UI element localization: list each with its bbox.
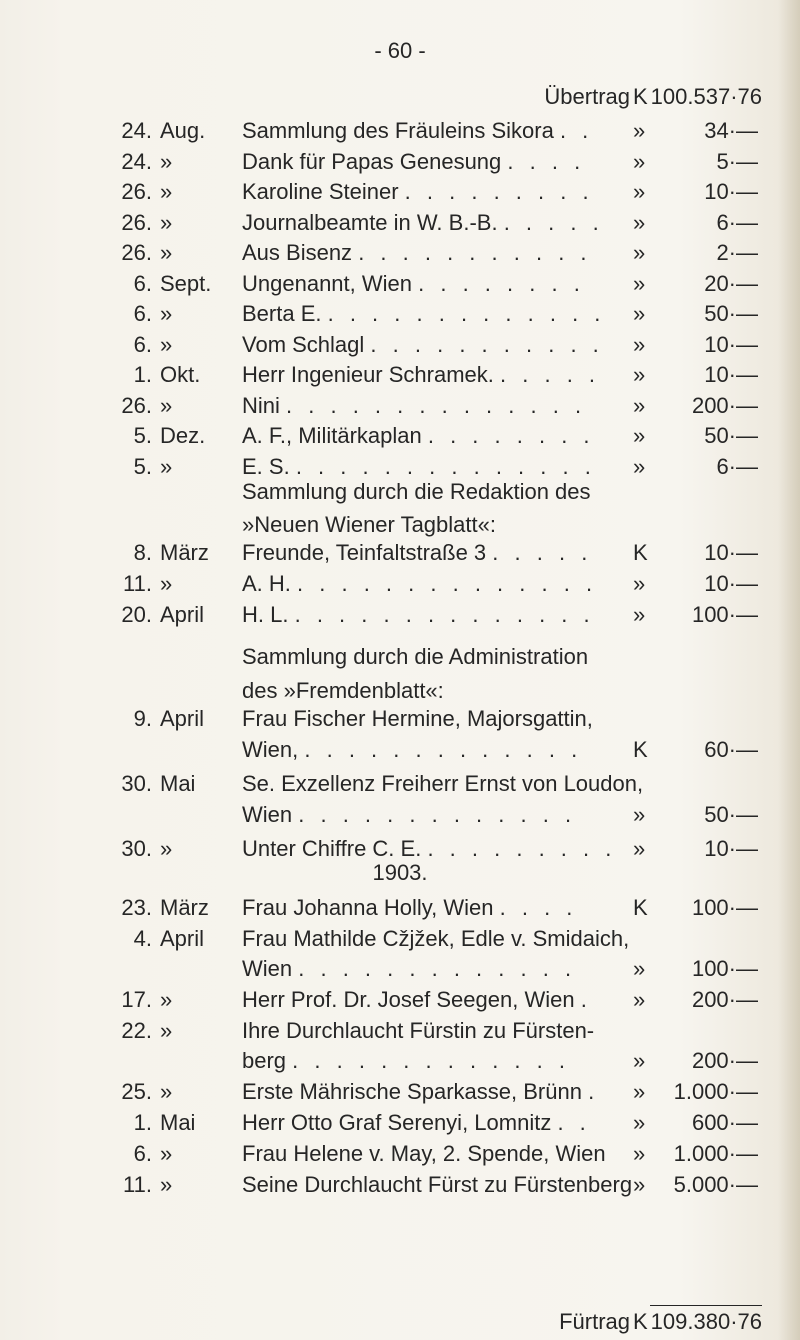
- entry-description: Erste Mährische Sparkasse, Brünn: [242, 1079, 582, 1104]
- entry-description: Frau Helene v. May, 2. Spende, Wien: [242, 1141, 606, 1166]
- leader-dots: . . . . .: [500, 362, 601, 387]
- ledger-entry: [0, 983, 800, 1017]
- entry-currency: »: [633, 1079, 646, 1104]
- ledger-entry: [0, 297, 800, 331]
- entry-month: Aug.: [160, 118, 206, 143]
- leader-dots: . . . . . . . . . . .: [370, 331, 604, 357]
- leader-dots: .: [580, 987, 592, 1012]
- entry-month: »: [160, 179, 173, 204]
- entry-day: 24.: [121, 148, 152, 174]
- entry-month: »: [160, 331, 173, 357]
- entry-amount: 10·—: [704, 571, 758, 596]
- leader-dots: .: [588, 1079, 600, 1104]
- carry-out-amount: 109.380·76: [650, 1309, 762, 1334]
- entry-day: 24.: [121, 118, 152, 143]
- entry-day: 6.: [133, 331, 152, 357]
- entry-text: [242, 536, 632, 570]
- entry-currency: »: [633, 802, 646, 827]
- entry-month: »: [160, 301, 173, 326]
- entry-amount: 6·—: [716, 209, 758, 235]
- ledger-entry-continuation: [0, 952, 800, 986]
- entry-month: »: [160, 836, 173, 861]
- entry-month: »: [160, 1141, 173, 1166]
- carry-in-row: [0, 80, 800, 114]
- entry-currency: »: [633, 571, 646, 596]
- entry-amount: 50·—: [704, 301, 758, 326]
- entry-amount: 20·—: [704, 270, 758, 296]
- entry-description: Journalbeamte in W. B.-B.: [242, 209, 498, 235]
- entry-currency: »: [633, 331, 646, 357]
- entry-text: [242, 1137, 632, 1171]
- entry-currency: »: [633, 1172, 646, 1197]
- carry-in-amount: 100.537·76: [650, 84, 762, 109]
- entry-description: H. L.: [242, 602, 289, 627]
- leader-dots: . . . . . . . .: [427, 423, 595, 448]
- entry-description: Karoline Steiner: [242, 179, 399, 204]
- entry-description: Nini: [242, 392, 280, 418]
- section2-heading-1: Sammlung durch die Redaktion des: [242, 479, 591, 504]
- entry-text: [242, 567, 632, 601]
- ledger-entry: [0, 1137, 800, 1171]
- entry-description: Freunde, Teinfaltstraße 3: [242, 540, 487, 565]
- entry-day: 26.: [121, 209, 152, 235]
- entry-amount: 600·—: [691, 1110, 758, 1135]
- entry-day: 30.: [121, 836, 152, 861]
- entry-month: »: [160, 453, 173, 479]
- entry-currency: »: [633, 362, 646, 387]
- entry-day: 22.: [121, 1018, 152, 1043]
- entry-month: »: [160, 987, 173, 1012]
- entry-currency: »: [633, 392, 646, 418]
- entry-text: [242, 328, 632, 362]
- entry-description: Berta E.: [242, 301, 322, 326]
- entry-text-tail: Wien: [242, 802, 293, 827]
- entry-currency: »: [633, 1141, 646, 1166]
- entry-day: 9.: [133, 706, 152, 731]
- entry-day: 8.: [133, 540, 152, 565]
- entry-text: [242, 1168, 632, 1202]
- entry-month: »: [160, 392, 173, 418]
- entry-amount: 50·—: [704, 423, 758, 448]
- carry-out-currency: K: [633, 1309, 648, 1334]
- entry-day: 5.: [133, 423, 152, 448]
- entry-month: »: [160, 571, 173, 596]
- entry-month: Okt.: [160, 362, 201, 387]
- ledger-entry: [0, 1106, 800, 1140]
- leader-dots: . . . .: [507, 148, 586, 174]
- entry-month: »: [160, 209, 173, 235]
- entry-currency: »: [633, 1110, 646, 1135]
- entry-currency: »: [633, 453, 646, 479]
- ledger-entry: [0, 702, 800, 736]
- entry-month: »: [160, 148, 173, 174]
- entry-month: »: [160, 1018, 173, 1043]
- entry-currency: »: [633, 179, 646, 204]
- entry-currency: »: [633, 209, 646, 235]
- entry-text-continued: [242, 952, 632, 986]
- entry-day: 11.: [123, 571, 152, 596]
- entry-amount: 50·—: [704, 802, 758, 827]
- leader-dots: . . . . . . . . . . . . .: [327, 301, 606, 326]
- entry-currency: »: [633, 148, 646, 174]
- ledger-entry: [0, 1014, 800, 1048]
- leader-dots: . . . . . . . . . . . . .: [298, 802, 577, 827]
- year-heading: 1903.: [372, 860, 428, 885]
- entry-text: [242, 419, 632, 453]
- entry-currency: »: [633, 240, 646, 265]
- entry-day: 6.: [133, 270, 152, 296]
- entry-amount: 5·—: [716, 148, 758, 174]
- entry-text: [242, 358, 632, 392]
- entry-month: Dez.: [160, 423, 206, 448]
- entry-text: [242, 983, 632, 1017]
- entry-day: 1.: [133, 362, 152, 387]
- entry-description: Frau Johanna Holly, Wien: [242, 895, 494, 920]
- entry-month: Sept.: [160, 270, 212, 296]
- entry-description: Dank für Papas Genesung: [242, 148, 502, 174]
- ledger-entry: [0, 767, 800, 801]
- entry-month: April: [160, 706, 205, 731]
- entry-text: Frau Fischer Hermine, Majorsgattin,: [242, 706, 593, 731]
- entry-amount: 6·—: [716, 453, 758, 479]
- entry-currency: »: [633, 301, 646, 326]
- entry-description: Seine Durchlaucht Fürst zu Fürstenberg: [242, 1172, 632, 1197]
- leader-dots: . . . . . . . . . . . . . .: [286, 392, 587, 418]
- entry-day: 17.: [121, 987, 152, 1012]
- entry-month: Mai: [160, 771, 196, 796]
- entry-currency: K: [633, 895, 648, 920]
- leader-dots: . . . . . . . .: [418, 270, 585, 296]
- ledger-entry: [0, 891, 800, 925]
- ledger-entry: [0, 328, 800, 362]
- entry-month: »: [160, 240, 173, 265]
- entry-day: 11.: [123, 1172, 152, 1197]
- entry-month: »: [160, 1172, 173, 1197]
- entry-text: Frau Mathilde Cžjžek, Edle v. Smidaich,: [242, 926, 630, 951]
- entry-text: [242, 236, 632, 270]
- entry-text-continued: [242, 1044, 632, 1078]
- ledger-entry: [0, 389, 800, 423]
- section2-heading-2: »Neuen Wiener Tagblatt«:: [242, 512, 496, 537]
- entry-text: [242, 598, 632, 632]
- entry-currency: »: [633, 956, 646, 981]
- entry-description: A. H.: [242, 571, 291, 596]
- ledger-entry-continuation: [0, 733, 800, 767]
- entry-amount: 10·—: [704, 179, 758, 204]
- page-number: - 60 -: [374, 38, 426, 63]
- entry-currency: K: [633, 737, 648, 762]
- entry-month: März: [160, 540, 209, 565]
- entry-text-tail: Wien,: [242, 737, 299, 762]
- entry-currency: »: [633, 602, 646, 627]
- leader-dots: . .: [559, 118, 594, 143]
- entry-amount: 100·—: [691, 895, 758, 920]
- entry-description: Herr Ingenieur Schramek.: [242, 362, 494, 387]
- entry-currency: K: [633, 540, 648, 565]
- entry-day: 23.: [121, 895, 152, 920]
- entry-day: 6.: [133, 1141, 152, 1166]
- leader-dots: . . . . .: [503, 209, 604, 235]
- leader-dots: . . . . . . . . . . . . . .: [294, 602, 595, 627]
- entry-amount: 60·—: [704, 737, 758, 762]
- entry-text-continued: [242, 798, 632, 832]
- page-edge-shadow: [778, 0, 800, 1340]
- entry-day: 6.: [133, 301, 152, 326]
- entry-text: Se. Exzellenz Freiherr Ernst von Loudon,: [242, 771, 644, 796]
- entry-month: April: [160, 926, 205, 951]
- carry-in-currency: K: [633, 84, 648, 109]
- ledger-entry: [0, 236, 800, 270]
- ledger-entry: [0, 1168, 800, 1202]
- entry-amount: 2·—: [716, 240, 758, 265]
- leader-dots: . . . . . . . . . . . . .: [304, 737, 583, 762]
- ledger-entry-continuation: [0, 798, 800, 832]
- entry-currency: »: [633, 987, 646, 1012]
- leader-dots: . . . . . . . . . . . . .: [298, 956, 577, 981]
- ledger-entry: [0, 114, 800, 148]
- leader-dots: . .: [557, 1110, 591, 1135]
- entry-day: 4.: [133, 926, 152, 951]
- entry-amount: 200·—: [691, 392, 758, 418]
- ledger-entry: [0, 1075, 800, 1109]
- leader-dots: . . . . . . . . . . . . .: [292, 1048, 570, 1073]
- carry-in-label: Übertrag: [544, 84, 630, 109]
- entry-text: [242, 297, 632, 331]
- entry-day: 1.: [133, 1110, 152, 1135]
- section3-heading-1: Sammlung durch die Administration: [242, 644, 589, 669]
- ledger-entry: [0, 536, 800, 570]
- entry-text: [242, 1075, 632, 1109]
- leader-dots: . . . . .: [492, 540, 593, 565]
- entry-month: April: [160, 602, 205, 627]
- entry-day: 30.: [121, 771, 152, 796]
- entry-text-continued: [242, 733, 632, 767]
- entry-description: E. S.: [242, 453, 290, 479]
- entry-month: »: [160, 1079, 173, 1104]
- carry-out-row: [0, 1305, 800, 1339]
- entry-text-tail: berg: [242, 1048, 287, 1073]
- entry-text: [242, 1106, 632, 1140]
- entry-currency: »: [633, 118, 646, 143]
- ledger-entry: [0, 358, 800, 392]
- entry-text-tail: Wien: [242, 956, 293, 981]
- entry-currency: »: [633, 423, 646, 448]
- entry-currency: »: [633, 270, 646, 296]
- entry-amount: 200·—: [691, 1048, 758, 1073]
- leader-dots: . . . . . . . . . . . . . .: [297, 571, 598, 596]
- ledger-entry-continuation: [0, 1044, 800, 1078]
- entry-description: Unter Chiffre C. E.: [242, 836, 422, 861]
- entry-description: Ungenannt, Wien: [242, 270, 412, 296]
- entry-day: 26.: [121, 179, 152, 204]
- ledger-entry: [0, 567, 800, 601]
- entry-day: 26.: [121, 240, 152, 265]
- section3-heading-2: des »Fremdenblatt«:: [242, 678, 444, 703]
- entry-amount: 10·—: [704, 362, 758, 387]
- entry-description: Vom Schlagl: [242, 331, 365, 357]
- entry-text: [242, 175, 632, 209]
- entry-amount: 100·—: [691, 602, 758, 627]
- entry-text: [242, 891, 632, 925]
- ledger-entry: [0, 419, 800, 453]
- entry-amount: 10·—: [704, 836, 758, 861]
- entry-amount: 5.000·—: [673, 1172, 758, 1197]
- ledger-entry: [0, 267, 800, 301]
- entry-day: 25.: [121, 1079, 152, 1104]
- ledger-entry: [0, 145, 800, 179]
- leader-dots: . . . . . . . . .: [427, 836, 617, 861]
- entry-amount: 10·—: [704, 540, 758, 565]
- entry-text: [242, 206, 632, 240]
- entry-amount: 1.000·—: [673, 1079, 758, 1104]
- entry-text: [242, 145, 632, 179]
- entry-amount: 1.000·—: [673, 1141, 758, 1166]
- entry-month: Mai: [160, 1110, 196, 1135]
- ledger-entry: [0, 206, 800, 240]
- leader-dots: . . . .: [499, 895, 578, 920]
- entry-text: [242, 389, 632, 423]
- entry-currency: »: [633, 836, 646, 861]
- entry-amount: 10·—: [704, 331, 758, 357]
- entry-day: 26.: [121, 392, 152, 418]
- entry-description: Sammlung des Fräuleins Sikora: [242, 118, 554, 143]
- leader-dots: . . . . . . . . . . .: [358, 240, 592, 265]
- entry-text: [242, 114, 632, 148]
- entry-day: 20.: [121, 602, 152, 627]
- entry-description: Aus Bisenz: [242, 240, 353, 265]
- leader-dots: . . . . . . . . .: [404, 179, 594, 204]
- entry-amount: 200·—: [691, 987, 758, 1012]
- ledger-entry: [0, 922, 800, 956]
- carry-out-label: Fürtrag: [559, 1309, 630, 1334]
- ledger-entry: [0, 598, 800, 632]
- entry-amount: 34·—: [704, 118, 758, 143]
- entry-amount: 100·—: [691, 956, 758, 981]
- entry-month: März: [160, 895, 209, 920]
- entry-description: Herr Otto Graf Serenyi, Lomnitz: [242, 1110, 552, 1135]
- entry-text: Ihre Durchlaucht Fürstin zu Fürsten-: [242, 1018, 595, 1043]
- entry-text: [242, 267, 632, 301]
- entry-description: A. F., Militärkaplan: [242, 423, 422, 448]
- entry-currency: »: [633, 1048, 646, 1073]
- entry-day: 5.: [133, 453, 152, 479]
- entry-description: Herr Prof. Dr. Josef Seegen, Wien: [242, 987, 575, 1012]
- leader-dots: . . . . . . . . . . . . . .: [295, 453, 596, 479]
- ledger-entry: [0, 175, 800, 209]
